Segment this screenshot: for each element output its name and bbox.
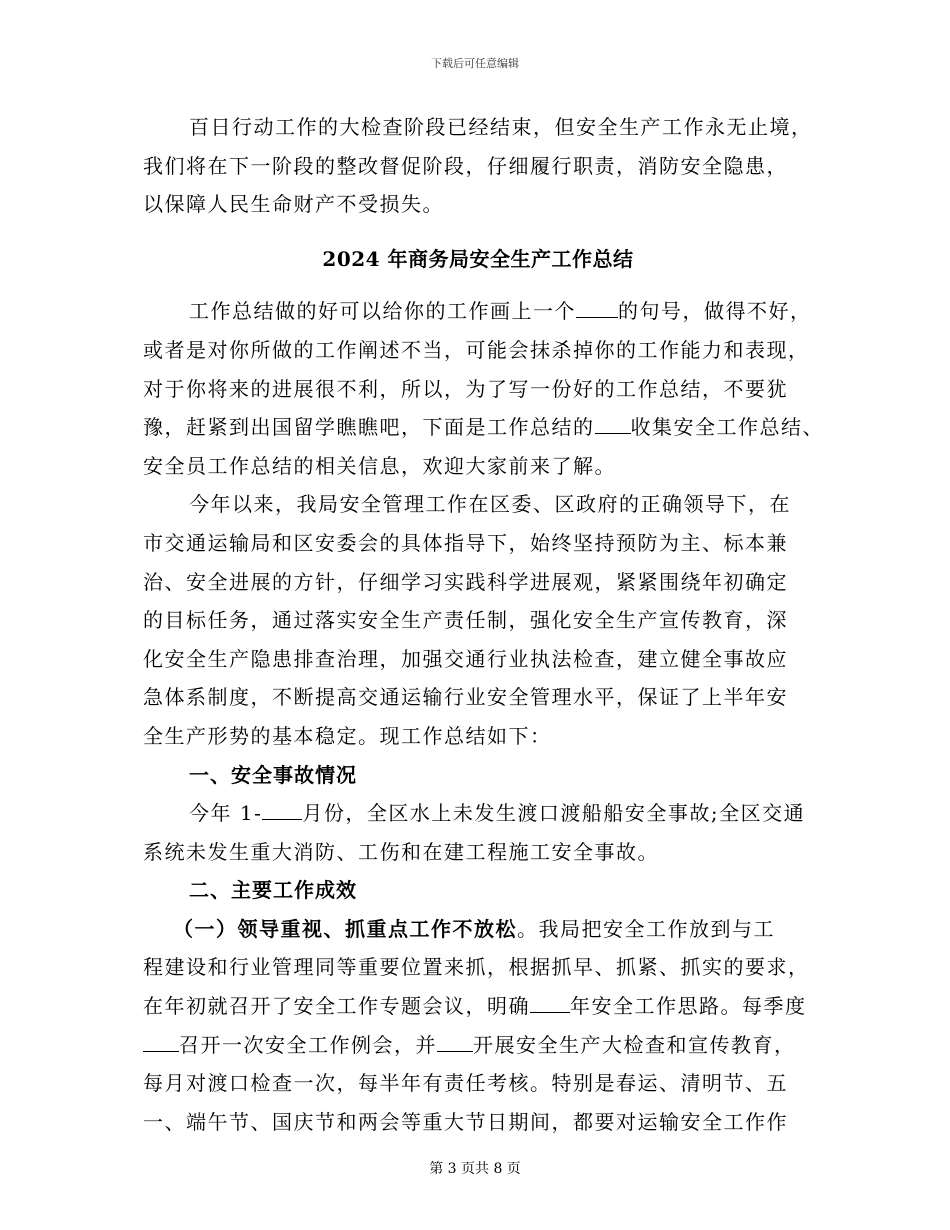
page-footer: 第 3 页共 8 页 — [429, 1161, 521, 1177]
text-line — [143, 987, 813, 1026]
fill-blank — [143, 1027, 179, 1052]
text-line: 或者是对你所做的工作阐述不当，可能会抹杀掉你的工作能力和表现， — [143, 337, 810, 362]
text-line: 以保障人民生命财产不受损失。 — [143, 192, 444, 217]
text-segment: 。我局把安全工作放到与工 — [517, 916, 775, 941]
text-line: 安全员工作总结的相关信息，欢迎大家前来了解。 — [143, 453, 616, 478]
text-line: 的目标任务，通过落实安全生产责任制，强化安全生产宣传教育，深 — [143, 608, 788, 633]
text-line: 程建设和行业管理同等重要位置来抓，根据抓早、抓紧、抓实的要求， — [143, 955, 810, 980]
paragraph-accidents — [143, 794, 813, 871]
text-line: 化安全生产隐患排查治理，加强交通行业执法检查，建立健全事故应 — [143, 646, 788, 671]
section-heading-1: 一、安全事故情况 — [189, 762, 357, 787]
text-segment: 月份，全区水上未发生渡口渡船船安全事故;全区交通 — [302, 801, 806, 826]
subsection-heading: （一）领导重视、抓重点工作不放松 — [173, 916, 517, 941]
text-line — [143, 1026, 813, 1065]
section-heading-2: 二、主要工作成效 — [189, 878, 357, 903]
text-line — [143, 910, 813, 949]
document-body — [143, 108, 824, 1141]
text-segment: 今年 1- — [189, 801, 263, 826]
text-line: 百日行动工作的大检查阶段已经结束，但安全生产工作永无止境， — [189, 115, 813, 139]
text-line: 一、端午节、国庆节和两会等重大节日期间，都要对运输安全工作作 — [143, 1109, 788, 1134]
intro-paragraph — [143, 108, 813, 224]
text-segment: 收集安全工作总结、 — [630, 415, 824, 440]
fill-blank — [262, 795, 302, 820]
text-segment: 召开一次安全工作例会，并 — [179, 1032, 437, 1057]
text-line: 我们将在下一阶段的整改督促阶段，仔细履行职责，消防安全隐患， — [143, 153, 788, 178]
fill-blank — [530, 988, 570, 1013]
text-segment: 年安全工作思路。每季度 — [570, 994, 807, 1019]
paragraph-achievements — [143, 910, 813, 1142]
text-segment: 在年初就召开了安全工作专题会议，明确 — [143, 994, 530, 1019]
text-segment: 豫，赶紧到出国留学瞧瞧吧，下面是工作总结的 — [143, 415, 595, 440]
text-line: 对于你将来的进展很不利，所以，为了写一份好的工作总结，不要犹 — [143, 376, 788, 401]
fill-blank — [595, 409, 631, 434]
text-line — [143, 408, 824, 447]
document-title: 2024 年商务局安全生产工作总结 — [322, 246, 634, 271]
text-segment: 开展安全生产大检查和宣传教育， — [473, 1032, 796, 1057]
text-line: 系统未发生重大消防、工伤和在建工程施工安全事故。 — [143, 839, 659, 864]
paragraph-intro-summary — [143, 292, 824, 485]
fill-blank — [437, 1027, 473, 1052]
text-line — [143, 292, 813, 331]
text-segment: 工作总结做的好可以给你的工作画上一个 — [189, 299, 576, 324]
text-line: 今年以来，我局安全管理工作在区委、区政府的正确领导下，在 — [189, 492, 791, 517]
text-line: 治、安全进展的方针，仔细学习实践科学进展观，紧紧围绕年初确定 — [143, 569, 788, 594]
paragraph-overview — [143, 485, 813, 755]
text-line — [143, 794, 813, 833]
fill-blank — [576, 293, 618, 318]
text-segment: 的句号，做得不好， — [618, 299, 812, 324]
text-line: 全生产形势的基本稳定。现工作总结如下： — [143, 723, 552, 748]
text-line: 市交通运输局和区安委会的具体指导下，始终坚持预防为主、标本兼 — [143, 530, 788, 555]
text-line: 每月对渡口检查一次，每半年有责任考核。特别是春运、清明节、五 — [143, 1071, 788, 1096]
text-line: 急体系制度，不断提高交通运输行业安全管理水平，保证了上半年安 — [143, 685, 788, 710]
page-header: 下载后可任意编辑 — [431, 57, 519, 70]
